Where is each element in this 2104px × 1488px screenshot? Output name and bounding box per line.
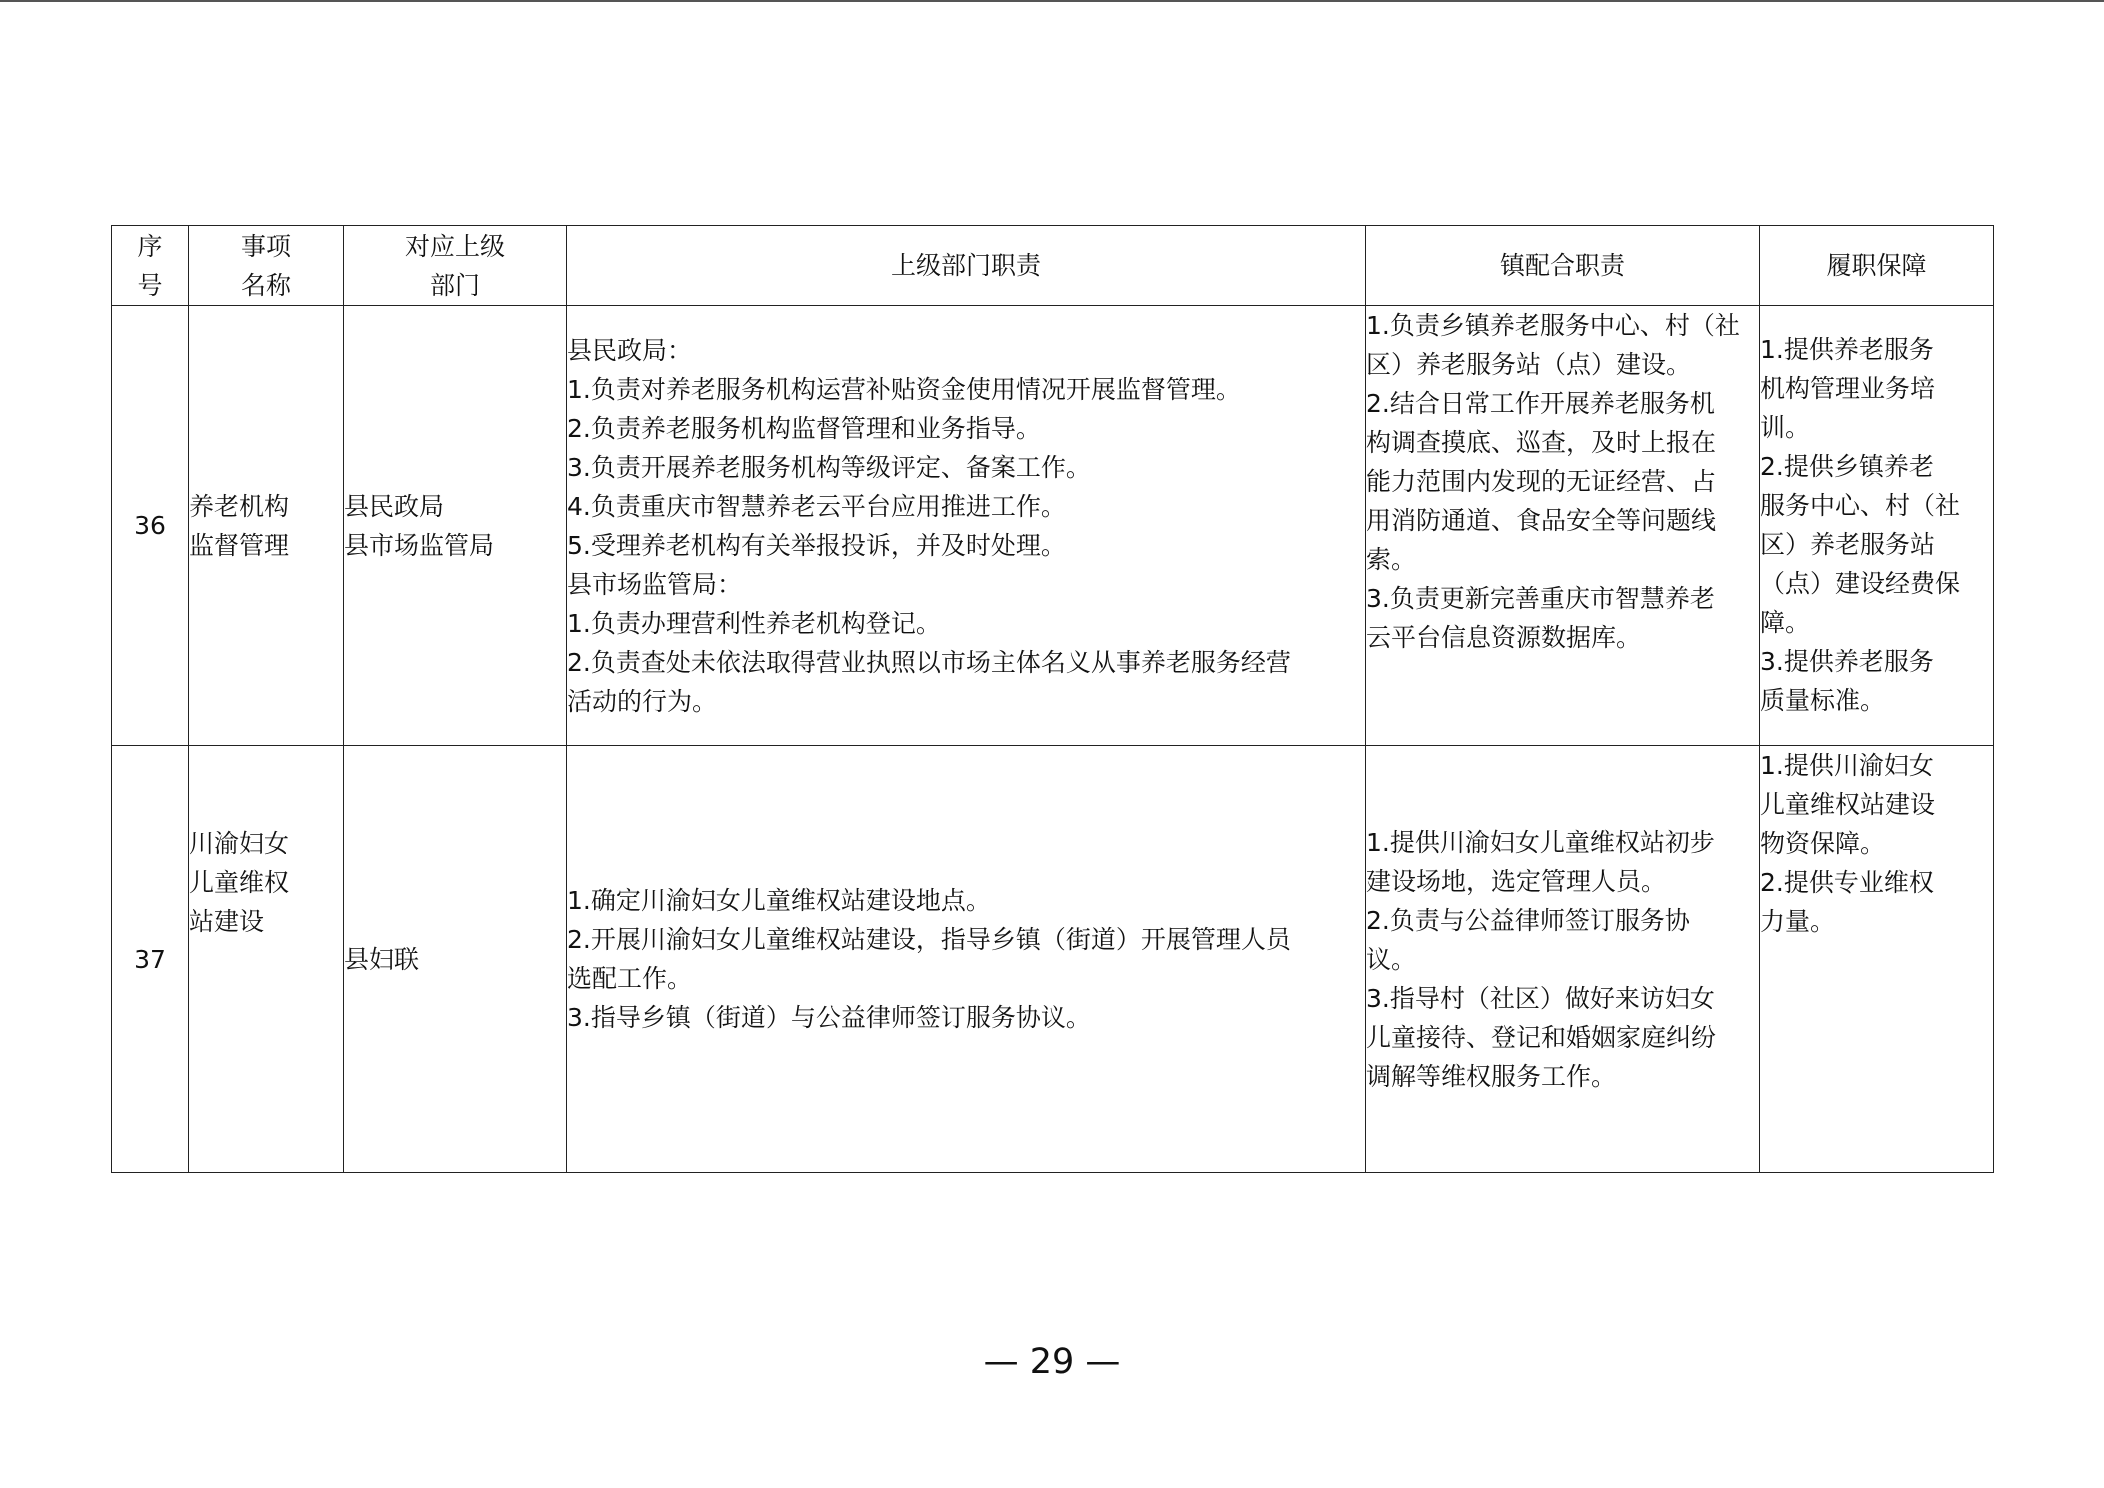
duty-table (111, 225, 1994, 1173)
table-row (112, 306, 1994, 746)
header-coop: 镇配合职责 (1366, 226, 1760, 306)
town-coop-duty: 1.负责乡镇养老服务中心、村（社 区）养老服务站（点）建设。 2.结合日常工作开展养老服务机 构调查摸底、巡查，及时上报在 能力范围内发现的无证经营、占 用消防通道、食品安全等问题线 索。 3.负责更新完善重庆市智慧养老 云平台信息资源数据库。 (1366, 306, 1760, 746)
header-item: 事项 名称 (189, 226, 344, 306)
item-name: 养老机构 监督管理 (189, 306, 344, 746)
duty-guarantee: 1.提供川渝妇女 儿童维权站建设 物资保障。 2.提供专业维权 力量。 (1760, 746, 1994, 1173)
row-number: 36 (112, 306, 189, 746)
row-number: 37 (112, 746, 189, 1173)
top-border-line (0, 0, 2104, 2)
header-dept: 对应上级 部门 (344, 226, 567, 306)
item-name: 川渝妇女 儿童维权 站建设 (189, 746, 344, 1173)
superior-dept: 县妇联 (344, 746, 567, 1173)
superior-duty: 县民政局： 1.负责对养老服务机构运营补贴资金使用情况开展监督管理。 2.负责养老服务机构监督管理和业务指导。 3.负责开展养老服务机构等级评定、备案工作。 4.负责重庆市智慧养老云平台应用推进工作。 5.受理养老机构有关举报投诉，并及时处理。 县市场监管局： 1.负责办理营利性养老机构登记。 2.负责查处未依法取得营业执照以市场主体名义从事养老服务经营 活动的行为。 (567, 306, 1366, 746)
table-row (112, 746, 1994, 1173)
table-header-row (112, 226, 1994, 306)
duty-guarantee: 1.提供养老服务 机构管理业务培 训。 2.提供乡镇养老 服务中心、村（社 区）养老服务站 （点）建设经费保 障。 3.提供养老服务 质量标准。 (1760, 306, 1994, 746)
page-number: — 29 — (983, 1342, 1121, 1382)
header-no: 序 号 (112, 226, 189, 306)
superior-dept: 县民政局 县市场监管局 (344, 306, 567, 746)
superior-duty: 1.确定川渝妇女儿童维权站建设地点。 2.开展川渝妇女儿童维权站建设，指导乡镇（街道）开展管理人员 选配工作。 3.指导乡镇（街道）与公益律师签订服务协议。 (567, 746, 1366, 1173)
header-guarantee: 履职保障 (1760, 226, 1994, 306)
header-duty: 上级部门职责 (567, 226, 1366, 306)
town-coop-duty: 1.提供川渝妇女儿童维权站初步 建设场地，选定管理人员。 2.负责与公益律师签订服务协 议。 3.指导村（社区）做好来访妇女 儿童接待、登记和婚姻家庭纠纷 调解等维权服务工作。 (1366, 746, 1760, 1173)
